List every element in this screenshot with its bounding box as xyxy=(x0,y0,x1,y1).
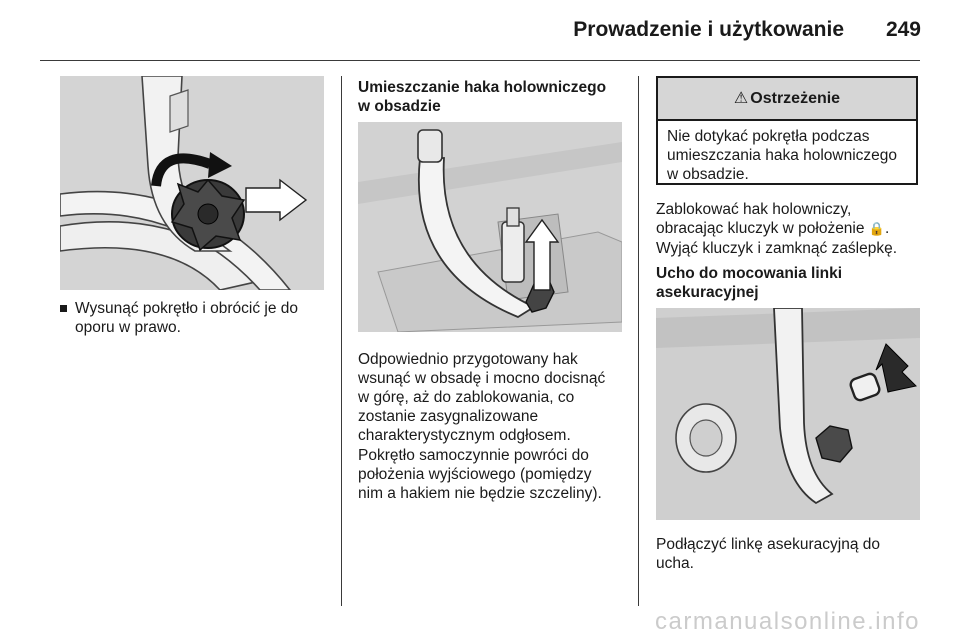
column-divider-right xyxy=(638,76,639,606)
paragraph-attach-cable: Podłączyć linkę asekuracyjną do ucha. xyxy=(656,536,881,572)
paragraph-knob-return: Pokrętło samoczynnie powróci do położenia wyjściowego (pomiędzy nim a hakiem nie będzie szczeliny). xyxy=(358,447,602,502)
page-header-title: Prowadzenie i użytkowanie xyxy=(573,18,844,41)
figure-hook-insertion xyxy=(358,122,622,332)
watermark: carmanualsonline.info xyxy=(655,608,920,635)
remove-key-text: Wyjąć kluczyk i zamknąć zaślepkę. xyxy=(656,240,898,257)
warning-text: Nie dotykać pokrętła podczas umieszczania haka holowniczego w obsadzie. xyxy=(667,128,898,183)
section-heading-safety-eye: Ucho do mocowania linki asekuracyjnej xyxy=(656,265,843,301)
warning-box xyxy=(656,76,918,185)
lock-position-icon: 🔒 xyxy=(868,222,885,237)
bullet-text: Wysunąć pokrętło i obrócić je do oporu w prawo. xyxy=(75,300,298,336)
warning-triangle-icon: ⚠ xyxy=(733,90,749,107)
column-divider-left xyxy=(341,76,342,606)
figure-safety-eye xyxy=(656,308,920,520)
bullet-item xyxy=(60,299,322,337)
bullet-square xyxy=(60,305,67,312)
lock-instruction-end: . xyxy=(885,220,890,237)
warning-title: Ostrzeżenie xyxy=(750,90,841,107)
warning-header xyxy=(658,78,916,121)
figure-knob-release xyxy=(60,76,324,290)
page-number: 249 xyxy=(885,18,921,41)
header-rule xyxy=(40,60,920,61)
section-heading-mounting: Umieszczanie haka holowniczego w obsadzie xyxy=(358,79,607,115)
paragraph-lock-hook xyxy=(656,200,920,258)
paragraph-insert-hook: Odpowiednio przygotowany hak wsunąć w obsadę i mocno docisnąć w górę, aż do zablokowania, co zostanie zasygnalizowane charakterystycznym odgłosem. xyxy=(358,351,606,444)
lock-instruction-text: Zablokować hak holowniczy, obracając kluczyk w położenie xyxy=(656,201,865,237)
